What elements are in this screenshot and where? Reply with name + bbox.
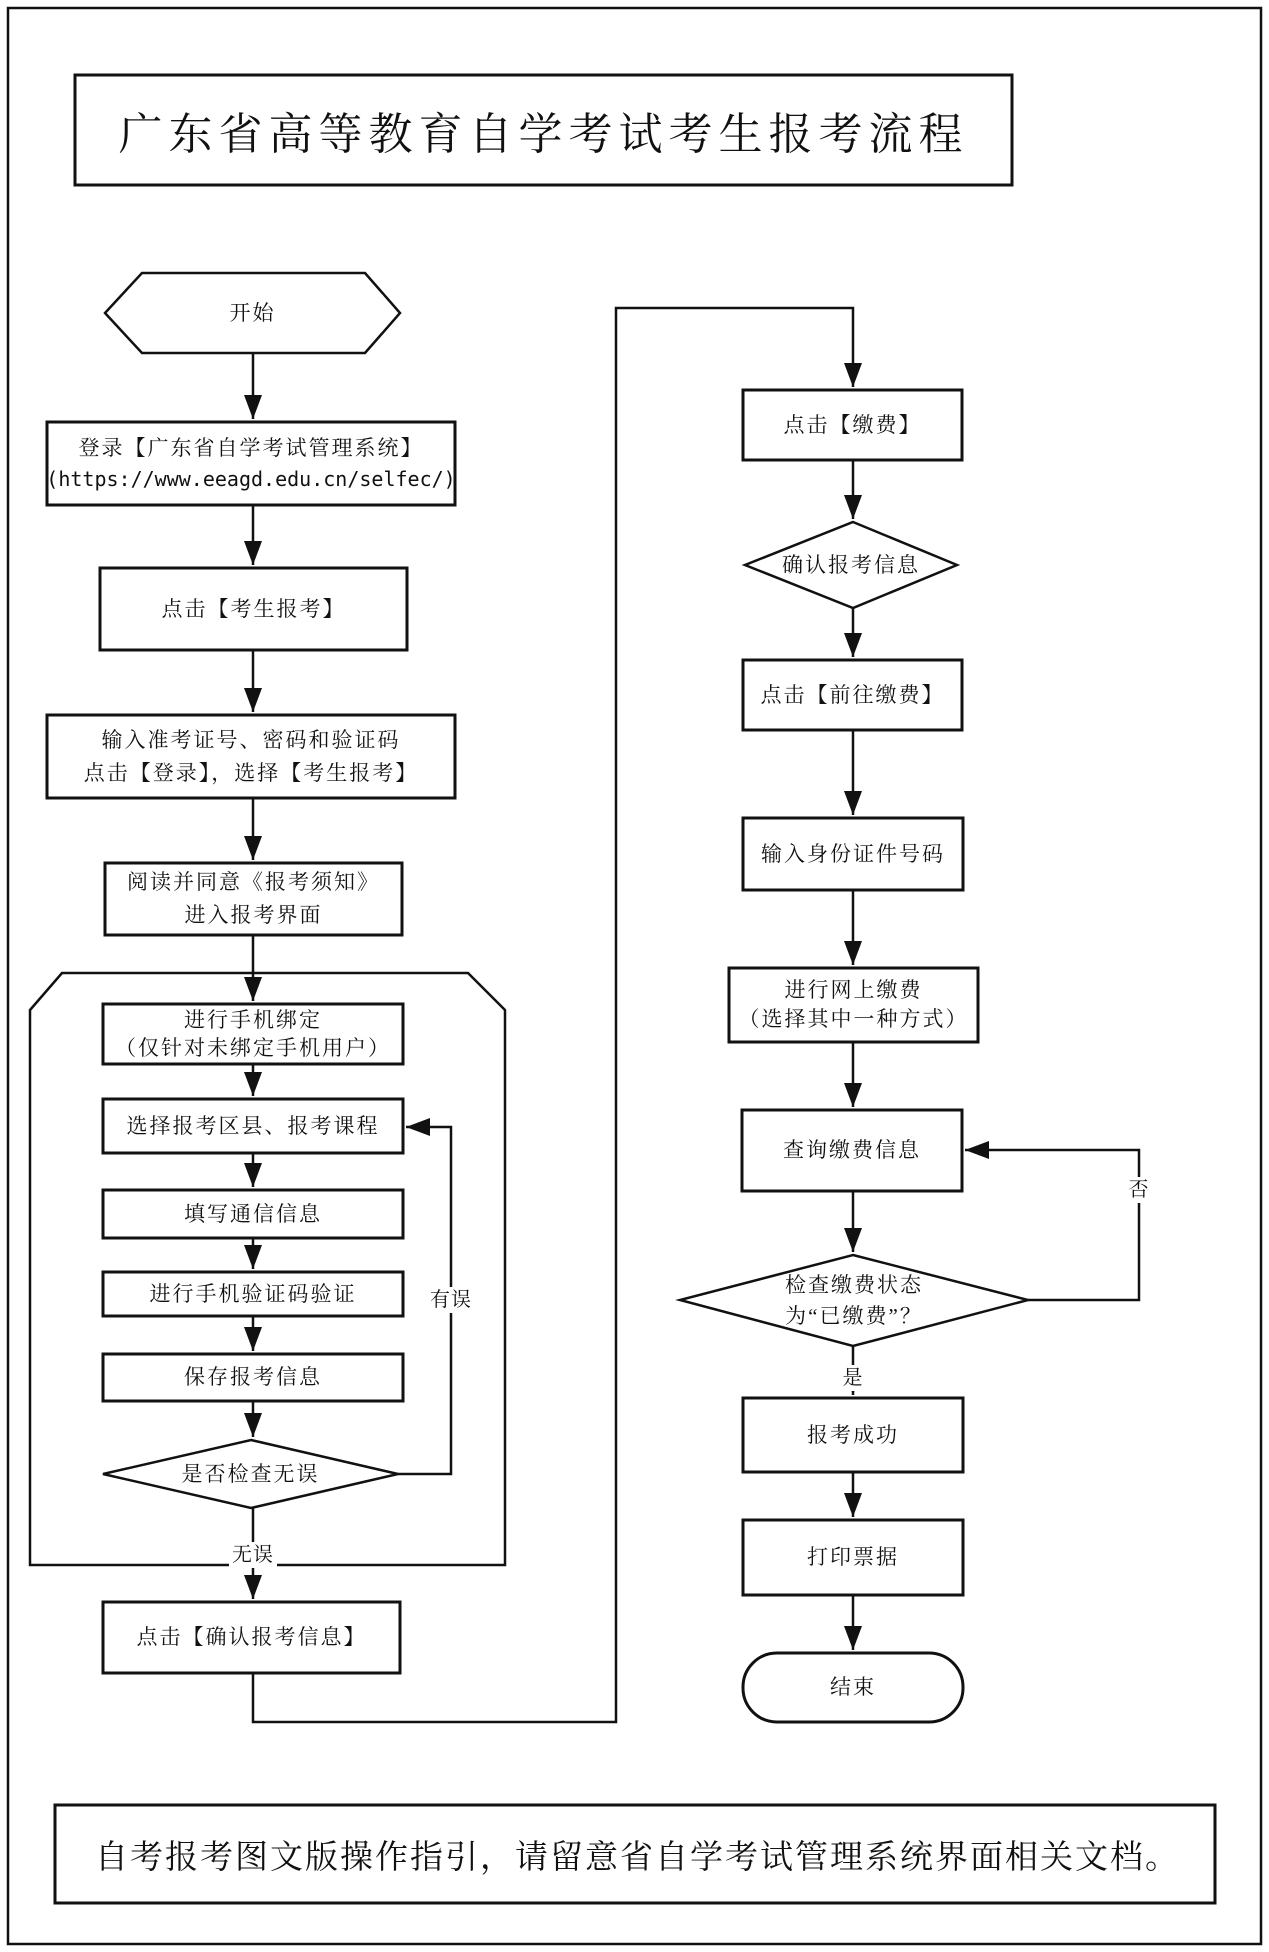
node-save-register-info: 保存报考信息: [184, 1365, 322, 1390]
node-verify-sms-code: 进行手机验证码验证: [149, 1281, 357, 1306]
node-online-pay: 进行网上缴费 （选择其中一种方式）: [738, 977, 969, 1031]
node-confirm-pay-info: 确认报考信息: [782, 552, 920, 577]
node-check-pay-status: 检查缴费状态 为“已缴费”？: [785, 1273, 923, 1328]
edge-label-no: 否: [1126, 1177, 1153, 1203]
node-confirm-register-info: 点击【确认报考信息】: [136, 1625, 367, 1650]
edge-label-has-error: 有误: [427, 1287, 475, 1313]
footer-note: 自考报考图文版操作指引，请留意省自学考试管理系统界面相关文档。: [95, 1839, 1180, 1876]
system-url: (https://www.eeagd.edu.cn/selfec/): [46, 467, 456, 492]
edge-label-no-error: 无误: [229, 1542, 277, 1568]
node-print-receipt: 打印票据: [807, 1545, 899, 1570]
node-go-to-pay: 点击【前往缴费】: [760, 682, 945, 707]
node-fill-contact-info: 填写通信信息: [184, 1201, 322, 1226]
node-login-system: 登录【广东省自学考试管理系统】 (https://www.eeagd.edu.cn/selfec/): [47, 422, 455, 505]
node-enter-id-number: 输入身份证件号码: [761, 841, 945, 866]
node-select-district-courses: 选择报考区县、报考课程: [126, 1113, 380, 1138]
node-start: 开始: [229, 300, 276, 325]
node-click-pay: 点击【缴费】: [783, 412, 922, 437]
node-enter-credentials: 输入准考证号、密码和验证码 点击【登录】，选择【考生报考】: [83, 727, 419, 785]
node-click-candidate-register: 点击【考生报考】: [161, 596, 346, 621]
node-query-pay-info: 查询缴费信息: [783, 1138, 921, 1163]
page-title: 广东省高等教育自学考试考生报考流程: [118, 110, 969, 159]
node-register-success: 报考成功: [807, 1422, 899, 1447]
edge-label-yes: 是: [840, 1365, 867, 1391]
node-end: 结束: [830, 1675, 876, 1700]
node-read-notice: 阅读并同意《报考须知》 进入报考界面: [127, 870, 380, 927]
node-check-correct-decision: 是否检查无误: [181, 1461, 320, 1486]
node-bind-phone: 进行手机绑定 （仅针对未绑定手机用户）: [115, 1007, 391, 1060]
